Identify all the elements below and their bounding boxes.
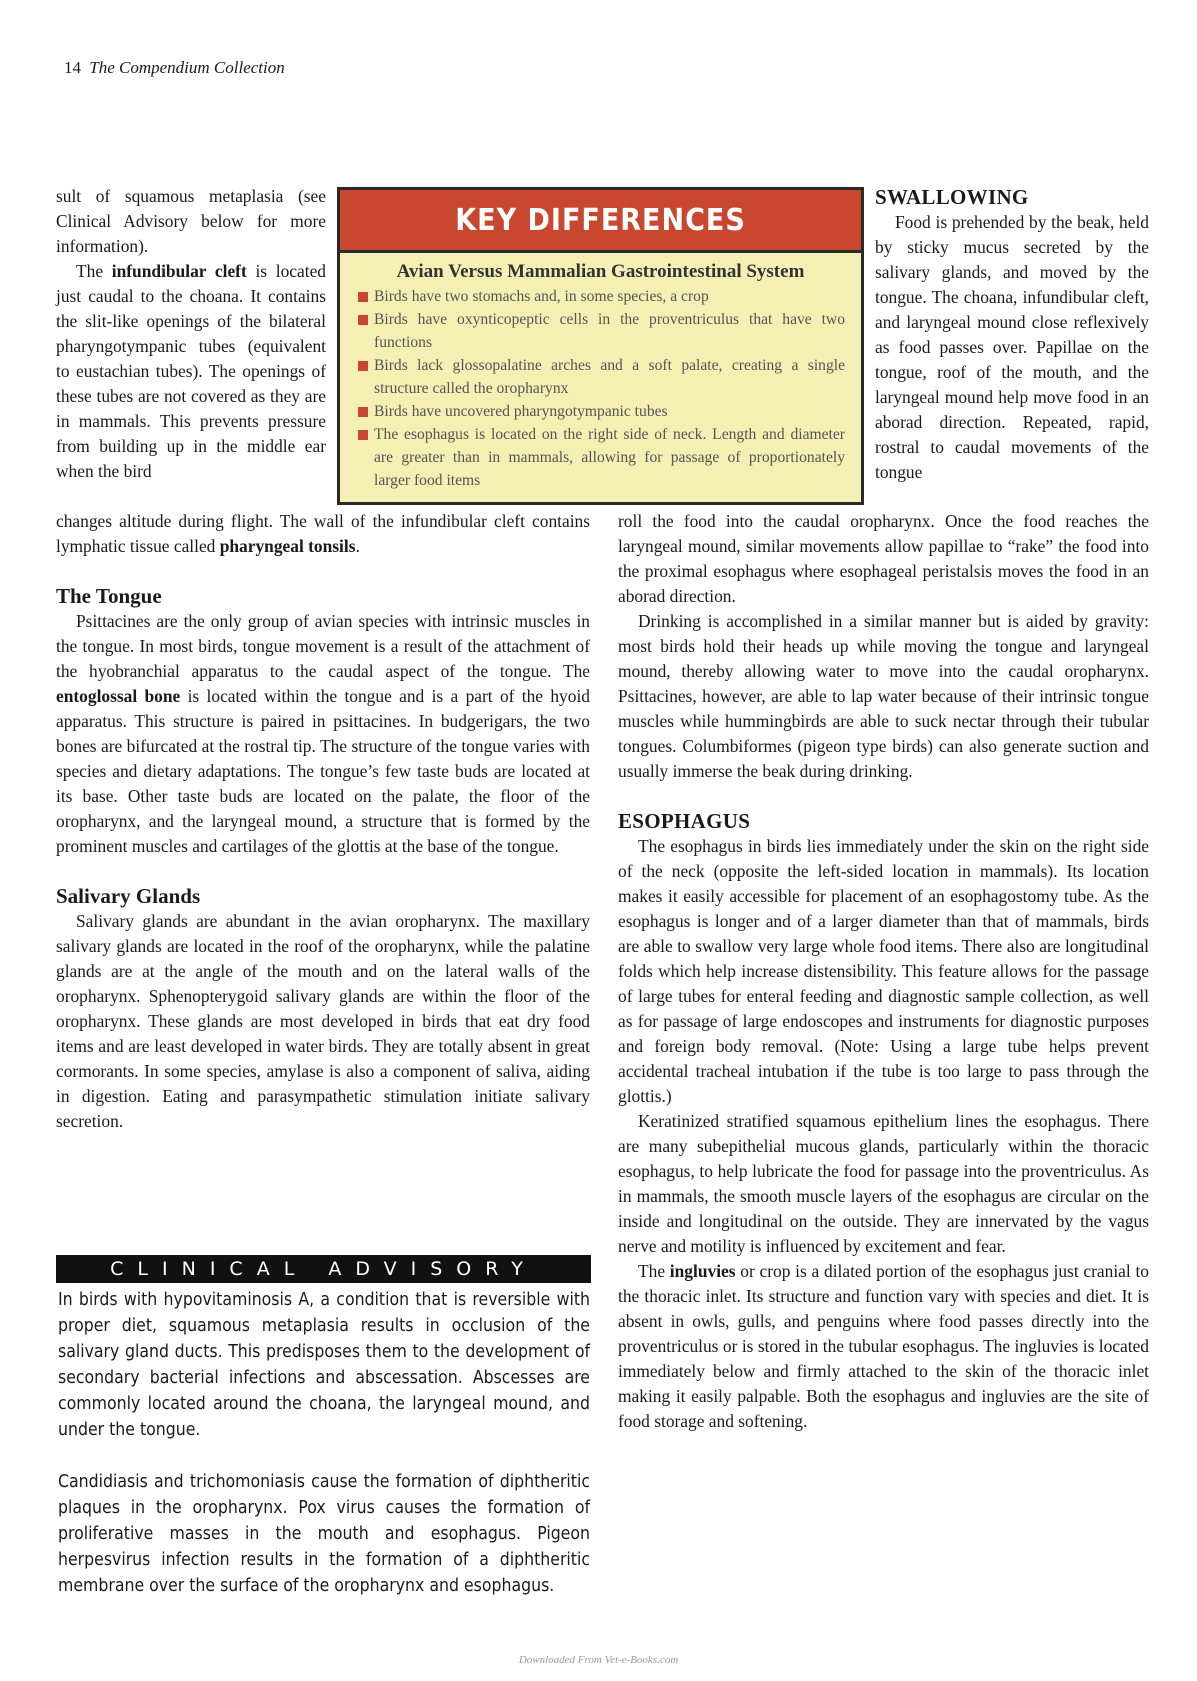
paragraph: Candidiasis and trichomoniasis cause the formation of diphtheritic plaques in the oropharynx. Pox virus causes the formation of proliferative masses in the mouth and esophagus. Pigeon herpesvirus infection results in the formation of a diphtheritic membrane over the surface of the oropharynx and esophagus.: [58, 1472, 590, 1596]
list-item: Birds have uncovered pharyngotympanic tubes: [358, 400, 845, 423]
paragraph: sult of squamous metaplasia (see Clinical Advisory below for more information).: [56, 186, 326, 256]
key-differences-title: KEY DIFFERENCES: [340, 190, 861, 253]
clinical-advisory-label: CLINICAL ADVISORY: [56, 1255, 591, 1283]
key-differences-box: [337, 187, 864, 505]
paragraph-salivary: Salivary glands are abundant in the avian oropharynx. The maxillary salivary glands are located in the roof of the oropharynx, while the palatine glands are at the angle of the mouth and on the lateral walls of the oropharynx. Sphenopterygoid salivary glands are within the floor of the oropharynx. These glands are most developed in birds that eat dry food items and are least developed in water birds. They are totally absent in great cormorants. In some species, amylase is also a component of saliva, aiding in digestion. Eating and parasympathetic stimulation initiate salivary secretion.: [56, 911, 590, 1131]
key-differences-list: [340, 285, 861, 492]
term-pharyngeal-tonsils: pharyngeal tonsils: [219, 536, 356, 556]
list-item: The esophagus is located on the right side of neck. Length and diameter are greater than in mammals, allowing for passage of proportionately larger food items: [358, 423, 845, 492]
left-main-column: [56, 509, 590, 1134]
paragraph: The esophagus in birds lies immediately under the skin on the right side of the neck (opposite the left-sided location in mammals). Its location makes it easily accessible for placement of an esophagostomy tube. As the esophagus is longer and of a larger diameter than that of mammals, birds are able to swallow very large whole food items. There also are longitudinal folds which help increase distensibility. This feature allows for the passage of large tubes for enteral feeding and diagnostic sample collection, as well as for passage of large endoscopes and instruments for diagnostic purposes and foreign body removal. (Note: Using a large tube helps prevent accidental tracheal intubation if the tube is too large to pass through the glottis.): [618, 836, 1149, 1106]
heading-salivary-glands: Salivary Glands: [56, 884, 201, 908]
paragraph: Keratinized stratified squamous epithelium lines the esophagus. There are many subepithelial mucous glands, particularly within the thoracic esophagus, to help lubricate the food for passage into the proventriculus. As in mammals, the smooth muscle layers of the esophagus are circular on the inside and longitudinal on the outside. They are innervated by the vagus nerve and motility is influenced by excitement and fear.: [618, 1111, 1149, 1256]
right-main-column: [618, 509, 1149, 1434]
square-bullet-icon: [358, 361, 368, 371]
clinical-advisory-text: [58, 1287, 590, 1599]
page-number: 14: [64, 58, 81, 77]
right-top-column: [875, 184, 1149, 485]
heading-tongue: The Tongue: [56, 584, 162, 608]
list-item: Birds lack glossopalatine arches and a soft palate, creating a single structure called the oropharynx: [358, 354, 845, 400]
key-differences-subtitle: Avian Versus Mammalian Gastrointestinal System: [396, 261, 805, 282]
paragraph-tongue: Psittacines are the only group of avian species with intrinsic muscles in the tongue. In most birds, tongue movement is a result of the attachment of the hyobranchial apparatus to the caudal aspect of the tongue. The entoglossal bone is located within the tongue and is a part of the hyoid apparatus. This structure is paired in psittacines. In budgerigars, the two bones are bifurcated at the rostral tip. The structure of the tongue varies with species and dietary adaptations. The tongue’s few taste buds are located at its base. Other taste buds are located on the palate, the floor of the oropharynx, and the laryngeal mound, a structure that is formed by the prominent muscles and cartilages of the glottis at the base of the tongue.: [56, 611, 590, 856]
term-ingluvies: ingluvies: [669, 1261, 736, 1281]
download-watermark: Downloaded From Vet-e-Books.com: [518, 1654, 679, 1666]
left-top-column: [56, 184, 326, 484]
heading-swallowing: SWALLOWING: [875, 185, 1029, 209]
term-entoglossal-bone: entoglossal bone: [56, 686, 181, 706]
publication-title: The Compendium Collection: [89, 58, 285, 77]
list-item: Birds have oxynticopeptic cells in the proventriculus that have two functions: [358, 308, 845, 354]
square-bullet-icon: [358, 292, 368, 302]
list-item: Birds have two stomachs and, in some species, a crop: [358, 285, 845, 308]
term-infundibular-cleft: infundibular cleft: [111, 261, 247, 281]
running-header: [64, 58, 285, 78]
paragraph: In birds with hypovitaminosis A, a condition that is reversible with proper diet, squamous metaplasia results in occlusion of the salivary gland ducts. This predisposes them to the development of secondary bacterial infections and abscessation. Abscesses are commonly located around the choana, the laryngeal mound, and under the tongue.: [58, 1290, 590, 1440]
paragraph: roll the food into the caudal oropharynx. Once the food reaches the laryngeal mound, similar movements allow papillae to “rake” the food into the proximal esophagus where esophageal peristalsis moves the food in an aborad direction.: [618, 511, 1149, 606]
paragraph: Drinking is accomplished in a similar manner but is aided by gravity: most birds hold their heads up while moving the tongue and laryngeal mound, thereby allowing water to move into the caudal oropharynx. Psittacines, however, are able to lap water because of their intrinsic tongue muscles while hummingbirds are able to suck nectar through their tubular tongues. Columbiformes (pigeon type birds) can also generate suction and usually immerse the beak during drinking.: [618, 611, 1149, 781]
square-bullet-icon: [358, 315, 368, 325]
paragraph-ingluvies: The ingluvies or crop is a dilated portion of the esophagus just cranial to the thoracic inlet. Its structure and function vary with species and diet. It is absent in owls, gulls, and penguins where food passes directly into the proventriculus or is stored in the tubular esophagus. The ingluvies is located immediately below and firmly attached to the skin of the thoracic inlet making it easily palpable. Both the esophagus and ingluvies are the site of food storage and softening.: [618, 1261, 1149, 1431]
heading-esophagus: ESOPHAGUS: [618, 809, 751, 833]
paragraph: Food is prehended by the beak, held by sticky mucus secreted by the salivary glands, and moved by the tongue. The choana, infundibular cleft, and laryngeal mound close reflexively as food passes over. Papillae on the tongue, roof of the mouth, and the laryngeal mound help move food in an aborad direction. Repeated, rapid, rostral to caudal movements of the tongue: [875, 212, 1149, 482]
paragraph: changes altitude during flight. The wall of the infundibular cleft contains lymphatic tissue called pharyngeal tonsils.: [56, 511, 590, 556]
square-bullet-icon: [358, 430, 368, 440]
paragraph-infundibular: The infundibular cleft is located just caudal to the choana. It contains the slit-like openings of the bilateral pharyngotympanic tubes (equivalent to eustachian tubes). The openings of these tubes are not covered as they are in mammals. This prevents pressure from building up in the middle ear when the bird: [56, 261, 326, 481]
square-bullet-icon: [358, 407, 368, 417]
